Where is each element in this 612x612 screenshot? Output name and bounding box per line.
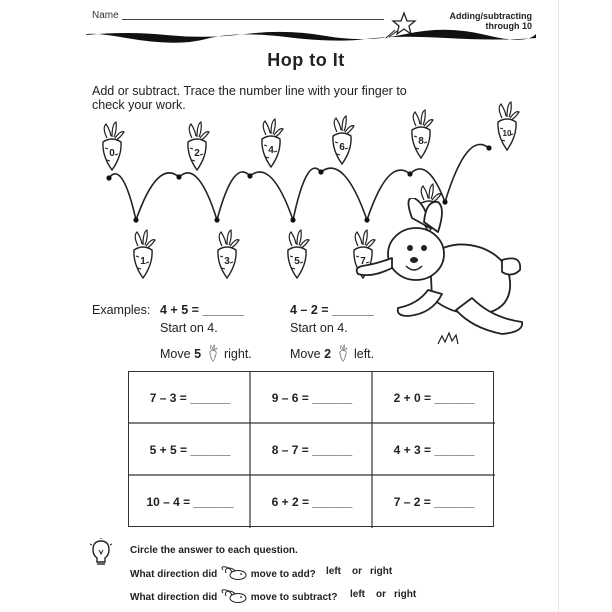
question-2-suffix: move to subtract? xyxy=(250,592,338,603)
carrot-icon xyxy=(412,110,433,158)
question-2-prefix: What direction did xyxy=(130,592,218,603)
carrot-icon xyxy=(335,344,351,362)
example-1-move xyxy=(160,344,252,362)
header-brush-stroke xyxy=(86,29,536,43)
number-line-dot xyxy=(133,217,138,222)
or-1: or xyxy=(352,566,362,577)
problem-cell[interactable]: 9 – 6 = ______ xyxy=(271,391,353,405)
topic-line-1: Adding/subtracting xyxy=(449,11,532,21)
example-1-problem: 4 + 5 = ______ xyxy=(160,303,245,317)
example-1-move-num: 5 xyxy=(194,347,202,361)
number-line-dot xyxy=(106,175,111,180)
carrot-icon xyxy=(218,230,239,278)
carrot-number: 5 xyxy=(294,256,300,267)
carrot-number: 10 xyxy=(502,129,512,138)
carrot-icon xyxy=(134,230,155,278)
problem-cell[interactable]: 7 – 3 = ______ xyxy=(149,391,231,405)
example-1-move-word: Move xyxy=(160,347,191,361)
carrot-number: 8 xyxy=(418,136,424,147)
topic-label xyxy=(432,11,532,31)
carrot-icon xyxy=(498,102,519,150)
circle-instruction: Circle the answer to each question. xyxy=(130,545,298,556)
bunny-head-icon xyxy=(220,566,248,580)
example-2-move xyxy=(290,344,374,362)
carrot-number: 0 xyxy=(109,148,115,159)
problem-cell[interactable]: 7 – 2 = ______ xyxy=(393,495,475,509)
example-2-move-num: 2 xyxy=(324,347,332,361)
problem-cell[interactable]: 5 + 5 = ______ xyxy=(149,443,231,457)
problem-cell[interactable]: 8 – 7 = ______ xyxy=(271,443,353,457)
question-1-suffix: move to add? xyxy=(250,569,316,580)
answer-right-1[interactable]: right xyxy=(370,566,393,577)
carrot-icon xyxy=(333,116,354,164)
number-line-dot xyxy=(214,217,219,222)
example-1-start: Start on 4. xyxy=(160,321,218,335)
carrot-number: 7 xyxy=(360,256,366,267)
instructions-line-2: check your work. xyxy=(92,98,186,112)
carrot-number: 3 xyxy=(224,256,230,267)
carrot-number: 6 xyxy=(339,142,345,153)
number-line-dot xyxy=(290,217,295,222)
question-1-prefix: What direction did xyxy=(130,569,218,580)
bunny-icon xyxy=(352,198,532,358)
page-edge xyxy=(558,0,559,612)
instructions-line-1: Add or subtract. Trace the number line with your finger to xyxy=(92,84,407,98)
number-line-dot xyxy=(486,145,491,150)
problem-cell[interactable]: 4 + 3 = ______ xyxy=(393,443,475,457)
example-2-start: Start on 4. xyxy=(290,321,348,335)
name-label: Name xyxy=(92,10,119,21)
problem-cell[interactable]: 6 + 2 = ______ xyxy=(271,495,353,509)
answer-left-2[interactable]: left xyxy=(350,589,365,600)
example-2-move-word: Move xyxy=(290,347,321,361)
number-line-dot xyxy=(407,171,412,176)
carrot-icon xyxy=(103,122,124,170)
carrot-icon xyxy=(205,344,221,362)
lightbulb-icon xyxy=(90,538,112,568)
carrot-number: 2 xyxy=(194,148,200,159)
answer-left-1[interactable]: left xyxy=(326,566,341,577)
bunny-head-icon xyxy=(220,589,248,603)
examples-label: Examples: xyxy=(92,303,151,317)
number-line-dot xyxy=(247,173,252,178)
example-2-direction: left. xyxy=(353,347,375,361)
example-2-problem: 4 – 2 = ______ xyxy=(290,303,374,317)
carrot-number: 4 xyxy=(268,145,274,156)
question-1 xyxy=(130,566,316,580)
example-1-direction: right. xyxy=(223,347,252,361)
problem-cell[interactable]: 10 – 4 = ______ xyxy=(146,495,234,509)
topic-line-2: through 10 xyxy=(485,21,532,31)
problems-grid xyxy=(128,371,494,527)
or-2: or xyxy=(376,589,386,600)
page-title: Hop to It xyxy=(267,50,345,70)
problem-cell[interactable]: 2 + 0 = ______ xyxy=(393,391,475,405)
carrot-number: 1 xyxy=(140,256,146,267)
carrot-icon xyxy=(288,230,309,278)
carrot-icon xyxy=(188,122,209,170)
answer-right-2[interactable]: right xyxy=(394,589,417,600)
carrot-icon xyxy=(262,119,283,167)
number-line-dot xyxy=(176,174,181,179)
name-line[interactable] xyxy=(122,19,384,20)
question-2 xyxy=(130,589,337,603)
number-line-dot xyxy=(318,169,323,174)
